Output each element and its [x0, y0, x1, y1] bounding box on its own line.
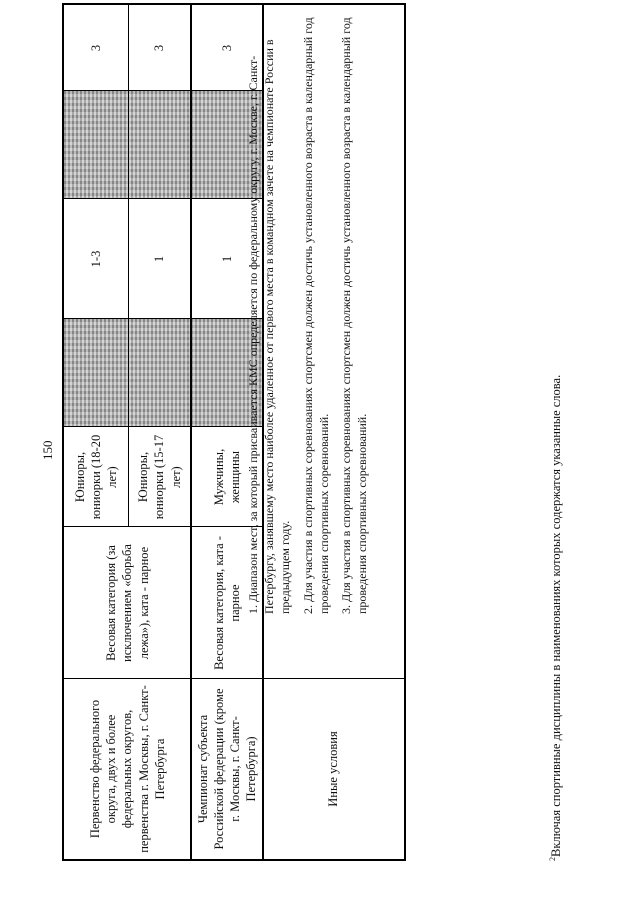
count-cell-juniors-15-17: 3 [152, 44, 167, 52]
other-conditions-label: Иные условия [326, 731, 341, 807]
note-3: 3. Для участия в спортивных соревнованиях спортсмен должен достичь установленного возраста в календарный год проведения спортивных соревнований. [338, 17, 370, 614]
footnote [548, 375, 564, 861]
places-cell-adults: 1 [219, 255, 234, 263]
note-2: 2. Для участия в спортивных соревнованиях спортсмен должен достичь установленного возраста в календарный год проведения спортивных соревнований. [300, 17, 331, 614]
group-cell-juniors-18-20: Юниоры, юниорки (18-20 лет) [72, 434, 120, 520]
discipline-cell-regional: Весовая категория, ката - парное [211, 536, 242, 670]
shaded-cell [64, 91, 128, 199]
group-cell-juniors-15-17: Юниоры, юниорки (15-17 лет) [136, 434, 183, 520]
footnote-marker: 2 [548, 857, 557, 861]
shaded-cell [64, 319, 128, 427]
other-conditions-notes [245, 14, 376, 614]
footnote-text: Включая спортивные дисциплины в наименованиях которых содержатся указанные слова. [549, 374, 564, 857]
event-cell-federal: Первенство федерального округа, двух и более федеральных округов, первенства г. Москвы, г. Санкт-Петербурга [87, 685, 167, 853]
count-cell-juniors-18-20: 3 [88, 44, 103, 52]
shaded-cell [128, 91, 191, 199]
discipline-cell-federal: Весовая категория (за исключением «борьба лежа»), ката - парное [104, 544, 151, 662]
event-cell-regional: Чемпионат субъекта Российской федерации (кроме г. Москвы, г. Санкт-Петербурга) [195, 688, 259, 850]
page-number: 150 [40, 440, 55, 460]
count-cell-adults: 3 [219, 44, 234, 52]
shaded-cell [128, 319, 191, 427]
places-cell-juniors-18-20: 1-3 [88, 250, 103, 268]
group-cell-adults: Мужчины, женщины [211, 448, 242, 506]
note-1: 1. Диапазон мест, за который присваивается КМС определяется по федеральному округу, г. Москве, г. Санкт-Петербургу, занявшему место наиболее удаленное от первого места в командном зачете на чемпионате России в предыдущем году. [246, 39, 293, 614]
places-cell-juniors-15-17: 1 [152, 255, 167, 263]
